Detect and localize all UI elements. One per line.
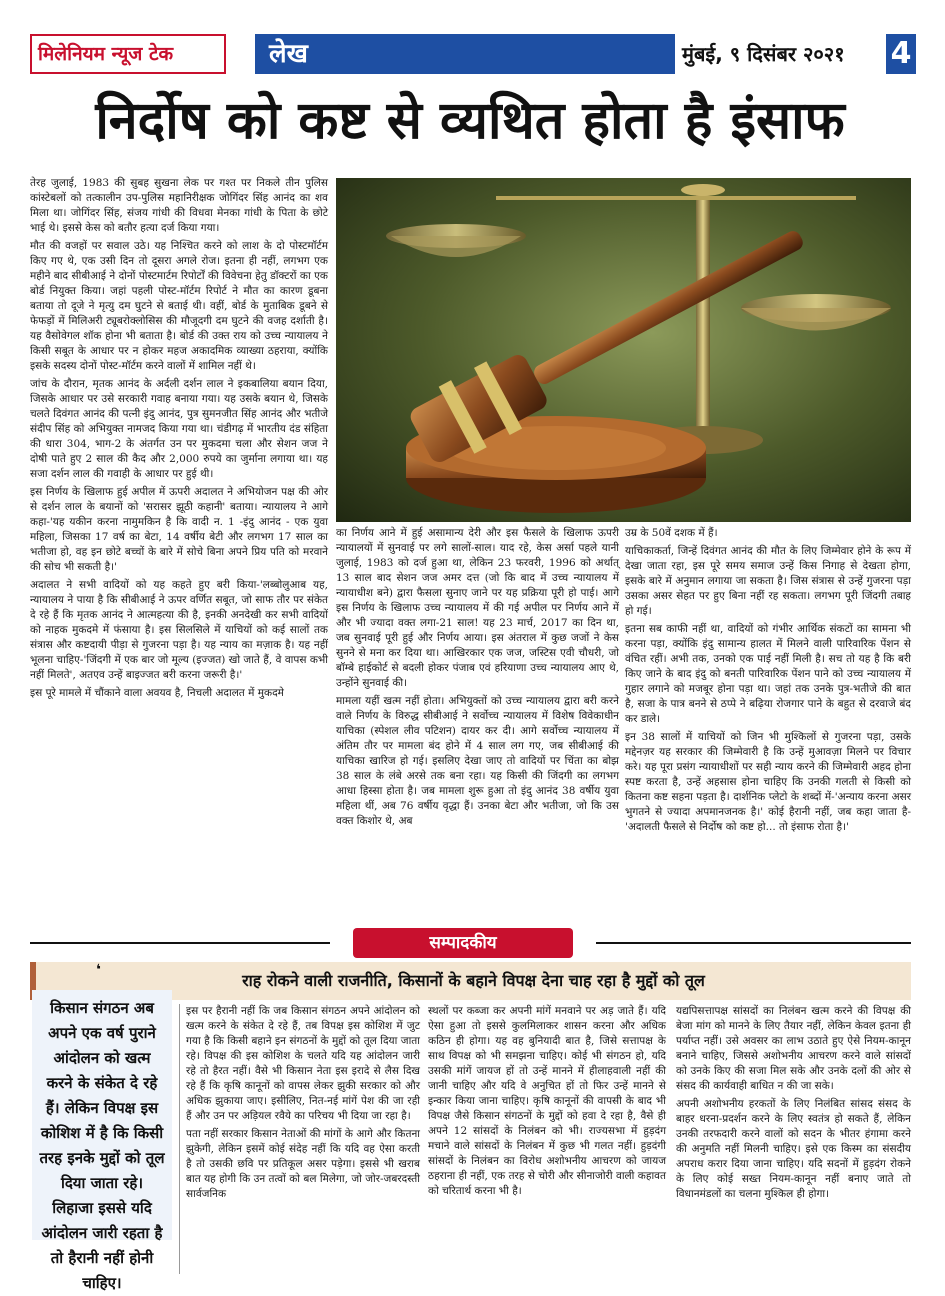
pull-quote: किसान संगठन अब अपने एक वर्ष पुराने आंदोलन को खत्म करने के संकेत दे रहे हैं। लेकिन विपक्ष इस कोशिश में है कि किसी तरह इनके मुद्दों को तूल दिया जाता रहे। लिहाजा इससे यदि आंदोलन जारी रहता है तो हैरानी नहीं होनी चाहिए। — [39, 999, 165, 1292]
article-column-2 — [336, 526, 619, 827]
column-rule — [179, 1004, 180, 1274]
paragraph: जांच के दौरान, मृतक आनंद के अर्दली दर्शन लाल ने इकबालिया बयान दिया, जिसके आधार पर उसे सरकारी गवाह बनाया गया। यह उसके बयान थे, जिसके चलते दिवंगत आनंद की पत्नी इंदु आनंद, पुत्र सुमनजीत सिंह आनंद और भतीजे संदीप सिंह को अभियुक्त नामजद किया गया था। चंडीगढ़ में भारतीय दंड संहिता की धारा 304, भाग-2 के अंतर्गत उन पर मुकदमा चला और सेशन जज ने दोषी पाते हुए 2 साल की कैद और 2,000 रुपये का जुर्माना लगाया था। यह सजा दर्शन लाल की गवाही के आधार पर हुई थी। — [30, 378, 328, 480]
paragraph: इतना सब काफी नहीं था, वादियों को गंभीर आर्थिक संकटों का सामना भी करना पड़ा, क्योंकि इंदु सामान्य हालत में मिलने वाली पारिवारिक पेंशन से वंचित रहीं। अभी तक, उनको एक पाई नहीं मिली है। सच तो यह है कि बरी किए जाने के बाद इंदु को बनती पारिवारिक पेंशन पाने को उच्च न्यायालय में गुहार लगाने को मजबूर होना पड़ा था। जहां तक उनके पुत्र-भतीजे की बात है, सजा के पात्र बनने से ठप्पे ने बढ़िया रोजगार पाने के बहुत से दरवाजे बंद कर डाले। — [625, 623, 911, 725]
editorial-title: राह रोकने वाली राजनीति, किसानों के बहाने विपक्ष देना चाह रहा है मुद्दों को तूल — [242, 971, 705, 990]
masthead — [30, 34, 910, 74]
paragraph: इस निर्णय के खिलाफ हुई अपील में ऊपरी अदालत ने अभियोजन पक्ष की ओर से दर्शन लाल के बयानों को 'सरासर झूठी कहानी' बताया। न्यायालय ने आगे कहा-'यह यकीन करना नामुमकिन है कि वादी न. 1 -इंदु आनंद - एक युवा महिला, जिसका 17 वर्ष का बेटा, 14 वर्षीय बेटी और लगभग 17 साल का भतीजा हो, वह इन छोटे बच्चों के बारे में सोचे बिना अपने प्रिय पति को मरवाने की सोच भी सकती है।' — [30, 486, 328, 573]
editorial-column-1 — [186, 1004, 420, 1274]
paragraph: स्थलों पर कब्जा कर अपनी मांगें मनवाने पर अड़ जाते हैं। यदि ऐसा हुआ तो इससे कुलमिलाकर शासन करना और अधिक कठिन ही होगा। यह वह बुनियादी बात है, जिसे सत्तापक्ष के साथ विपक्ष को भी समझना चाहिए। कोई भी संगठन हो, यदि उसकी मांगें जायज हों तो उन्हें मानने में हीलाहवाली नहीं की जानी चाहिए और यदि वे अनुचित हों तो फिर उन्हें मानने से इन्कार किया जाना चाहिए। कृषि कानूनों की वापसी के बाद भी विपक्ष जैसे किसान संगठनों के मुद्दों को हवा दे रहा है, वैसे ही अपने 12 सांसदों के निलंबन को भी। राज्यसभा में हुड़दंग मचाने वाले सांसदों के निलंबन में कुछ भी गलत नहीं। हुड़दंगी सांसदों के निलंबन का विरोध अशोभनीय आचरण को जायज ठहराना ही नहीं, एक तरह से चोरी और सीनाजोरी वाली कहावत को चरितार्थ करना भी है। — [428, 1005, 666, 1197]
gavel-and-scales-photo — [336, 178, 911, 522]
paragraph: तेरह जुलाई, 1983 की सुबह सुखना लेक पर गश्त पर निकले तीन पुलिस कांस्टेबलों को तत्कालीन उप-पुलिस महानिरीक्षक जोगिंदर सिंह आनंद का शव मिला था। जोगिंदर सिंह, संजय गांधी की विधवा मेनका गांधी के पिता के छोटे भाई थे। इससे केस को बतौर हत्या दर्ज किया गया। — [30, 177, 328, 234]
article-column-3 — [625, 526, 911, 833]
paragraph: इन 38 सालों में याचियों को जिन भी मुश्किलों से गुजरना पड़ा, उसके मद्देनज़र यह सरकार की जिम्मेवारी है कि उन्हें मुआवज़ा मिलने पर विचार करे। यह पूरा प्रसंग न्यायाधीशों पर सही न्याय करने की जिम्मेवारी अहद होना स्पष्ट करता है, उन्हें अहसास होना चाहिए कि उनकी गलती से किसी को कितना कष्ट सहना पड़ता है। दार्शनिक प्लेटो के शब्दों में-'अन्याय करना असर भुगतने से ज्यादा अपमानजनक है।' कोई हैरानी नहीं, जब कहा जाता है-'अदालती फैसले से निर्दोष को कष्ट हो... तो इंसाफ रोता है।' — [625, 731, 911, 833]
article-column-1 — [30, 176, 328, 798]
editorial-column-2 — [428, 1004, 666, 1274]
section-title: लेख — [255, 34, 675, 74]
divider-left — [30, 942, 330, 944]
paragraph: अदालत ने सभी वादियों को यह कहते हुए बरी किया-'लब्बोलुआब यह, न्यायालय ने पाया है कि सीबीआई ने ऊपर वर्णित सबूत, जो साफ तौर पर संकेत दे रहे हैं कि मृतक आनंद ने आत्महत्या की है, इनकी अनदेखी कर सभी वादियों को नाहक मुकदमे में फंसाया है। इस सिलसिले में याचियों को कई सालों तक संत्रास और कष्टदायी पीड़ा से गुजरना पड़ा है। यह न्याय का मज़ाक है। यह नहीं भूलना चाहिए-'जिंदगी में एक बार जो मूल्य (इज्जत) खो जाते हैं, वे वापस कभी नहीं मिलते', अतएव उन्हें बाइज्जत बरी करना जरूरी है।' — [30, 579, 328, 681]
issue-date: मुंबई, ९ दिसंबर २०२१ — [682, 42, 845, 66]
editorial-column-3 — [676, 1004, 911, 1274]
photo-illustration — [336, 178, 911, 522]
paragraph: इस पर हैरानी नहीं कि जब किसान संगठन अपने आंदोलन को खत्म करने के संकेत दे रहे हैं, तब विपक्ष इस कोशिश में जुट गया है कि किसी बहाने इन संगठनों के मुद्दों को तूल दिया जाता रहे। विपक्ष की इस कोशिश के चलते यदि यह आंदोलन जारी रहे तो हैरत नहीं। वैसे भी किसान नेता इस इरादे से लैस दिख रहे हैं कि कृषि कानूनों को वापस लेकर झुकी सरकार को और अधिक झुकाया जाए। इसीलिए, नित-नई मांगें पेश की जा रही हैं और उन पर अड़ियल रवैये का परिचय भी दिया जा रहा है। — [186, 1005, 420, 1122]
paragraph: मामला यहीं खत्म नहीं होता। अभियुक्तों को उच्च न्यायालय द्वारा बरी करने वाले निर्णय के विरुद्ध सीबीआई ने सर्वोच्च न्यायालय में विशेष विवेकाधीन याचिका (स्पेशल लीव पटिशन) दायर कर दी। आगे सर्वोच्च न्यायालय में अंतिम तौर पर मामला बंद होने में 4 साल लग गए, जब सीबीआई की याचिका खारिज हो गई। इसलिए देखा जाए तो वादियों पर चिंता का बोझ 38 साल के लंबे अरसे तक बना रहा। यह किसी की जिंदगी का लगभग आधा हिस्सा होता है। जब मामला शुरू हुआ तो इंदु आनंद 38 वर्षीय युवा महिला थीं, अब 76 वर्षीय वृद्धा हैं। उनका बेटा और भतीजा, जो कि उस वक्त किशोर थे, अब — [336, 695, 619, 827]
article-headline: निर्दोष को कष्ट से व्यथित होता है इंसाफ — [95, 90, 845, 151]
paragraph: यद्यपिसत्तापक्ष सांसदों का निलंबन खत्म करने की विपक्ष की बेजा मांग को मानने के लिए तैयार नहीं, लेकिन केवल इतना ही पर्याप्त नहीं। उसे अवसर का लाभ उठाते हुए ऐसे नियम-कानून बनाने चाहिए, जिससे अशोभनीय आचरण करने वाले सांसदों को उनके किए की सजा मिल सके और उनके दलों की ओर से संसद की कार्यवाही बाधित न की जा सके। — [676, 1005, 911, 1092]
quote-mark-icon: ❛ — [96, 962, 101, 978]
divider-right — [596, 942, 911, 944]
brand-name: मिलेनियम न्यूज टेक — [30, 34, 226, 74]
paragraph: याचिकाकर्ता, जिन्हें दिवंगत आनंद की मौत के लिए जिम्मेवार होने के रूप में देखा जाता रहा, इस पूरे समय समाज उन्हें किस निगाह से देखता होगा, इसके बारे में अनुमान लगाया जा सकता है। जिस संत्रास से उन्हें गुजरना पड़ा उसका असर सेहत पर हुए बिना नहीं रह सकता। लगभग पूरी जिंदगी तबाह हो गई। — [625, 545, 911, 617]
editorial-tag: सम्पादकीय — [353, 928, 573, 958]
paragraph: का निर्णय आने में हुई असामान्य देरी और इस फैसले के खिलाफ ऊपरी न्यायालयों में सुनवाई पर लगे सालों-साल। याद रहे, केस अर्सा पहले यानी जुलाई, 1983 को दर्ज हुआ था, लेकिन 23 फरवरी, 1996 को अर्थात् 13 साल बाद सेशन जज अमर दत्त (जो कि बाद में उच्च न्यायालय में न्यायाधीश बने) द्वारा फैसला सुनाए जाने पर यह प्रक्रिया पूरी हो पाई। आगे इस निर्णय के खिलाफ उच्च न्यायालय में की गई अपील पर निर्णय आने में और भी ज्यादा वक्त लगा-21 साल! यह 23 मार्च, 2017 का दिन था, जब सुनवाई पूरी हुई और निर्णय आया। इस अंतराल में कुछ जजों ने केस सुनने से मना कर दिया था। आखिरकार एक जज, जस्टिस एवी चौधरी, जो बॉम्बे हाईकोर्ट से बदली होकर पंजाब एवं हरियाणा उच्च न्यायालय आए थे, उन्होंने सुनवाई की। — [336, 527, 619, 689]
paragraph: उम्र के 50वें दशक में हैं। — [625, 527, 718, 539]
paragraph: अपनी अशोभनीय हरकतों के लिए निलंबित सांसद संसद के बाहर धरना-प्रदर्शन करने के लिए स्वतंत्र हो सकते हैं, लेकिन उनकी तरफदारी करने वालों को सदन के भीतर हंगामा करने की अनुमति नहीं मिलनी चाहिए। इसे एक किस्म का संसदीय अपराध करार दिया जाना चाहिए। यदि सदनों में हुड़दंग रोकने के लिए कोई सख्त नियम-कानून नहीं बनाए जाते तो विधानमंडलों का चलना मुश्किल ही होगा। — [676, 1098, 911, 1200]
paragraph: इस पूरे मामले में चौंकाने वाला अवयव है, निचली अदालत में मुकदमे — [30, 687, 284, 699]
paragraph: पता नहीं सरकार किसान नेताओं की मांगों के आगे और कितना झुकेगी, लेकिन इसमें कोई संदेह नहीं कि यदि वह ऐसा करती है तो उसकी छवि पर प्रतिकूल असर पड़ेगा। इससे भी खराब बात यह होगी कि उन तत्वों को बल मिलेगा, जो जोर-जबरदस्ती सार्वजनिक — [186, 1128, 420, 1200]
page-number: 4 — [886, 34, 916, 74]
paragraph: मौत की वजहों पर सवाल उठे। यह निश्चित करने को लाश के दो पोस्टमॉर्टम किए गए थे, एक उसी दिन तो दूसरा अगले रोज। इतना ही नहीं, लगभग एक महीने बाद सीबीआई ने दोनों पोस्टमार्टम रिपोर्टों की विवेचना हेतु डॉक्टरों का एक बोर्ड नियुक्त किया। जहां पहली पोस्ट-मॉर्टम रिपोर्ट ने मौत का कारण डूबना बताया तो दूजे ने मृत्यु दम घुटने से बताई थी। वहीं, बोर्ड के मुताबिक डूबने से फेफड़ों में मिलिअरी ट्यूबरोक्लोसिस की मौजूदगी दम घुटने की वजह दर्शाती है। यह वैसोवेगल शॉक होना भी बताता है। बोर्ड की उक्त राय को उच्च न्यायालय ने किसी सबूत के आधार पर न होकर महज अकादमिक व्याख्या ठहराया, क्योंकि इसके सदस्य दोनों पोस्ट-मॉर्टम करने वालों में शामिल नहीं थे। — [30, 240, 328, 372]
